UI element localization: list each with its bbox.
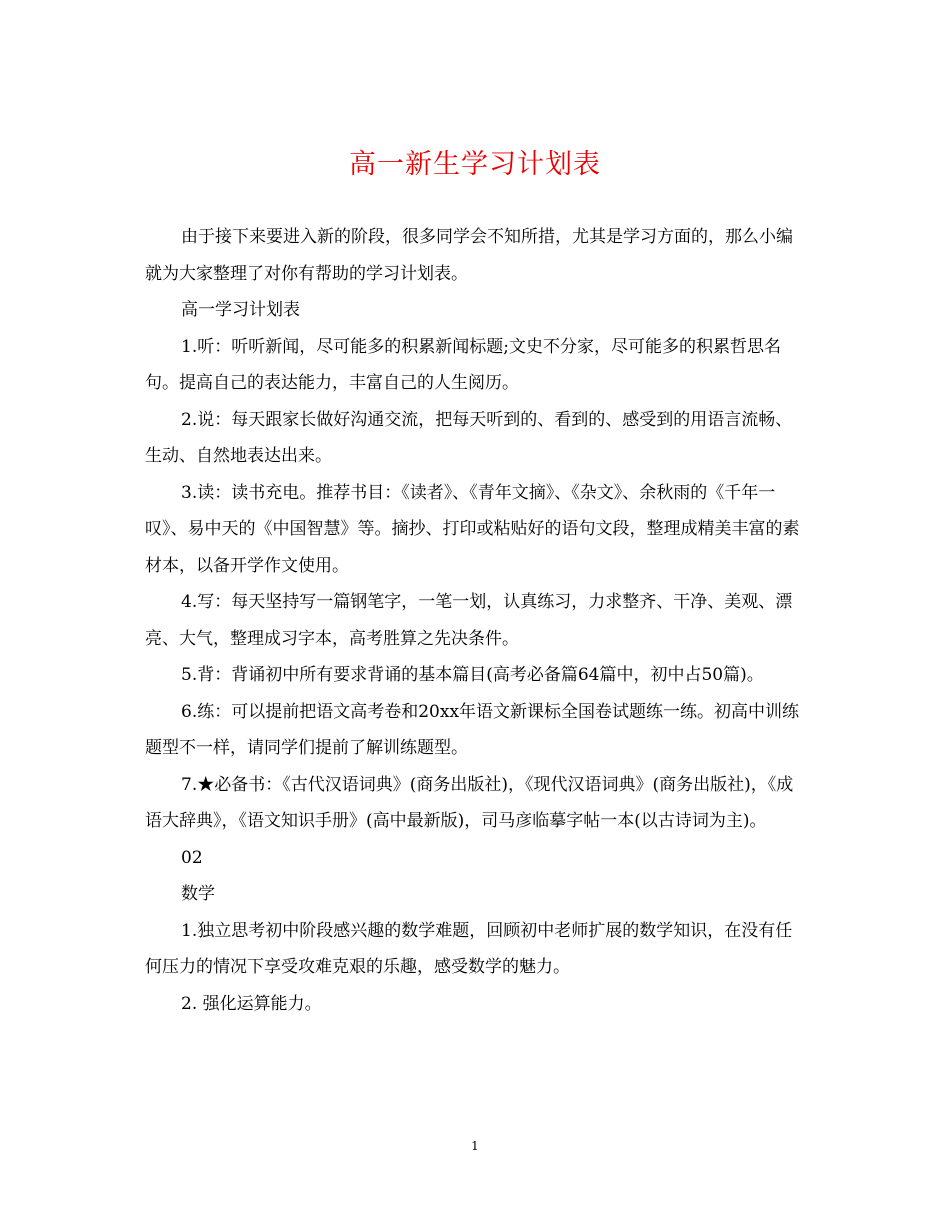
document-title: 高一新生学习计划表: [349, 149, 601, 180]
paragraph-intro: 由于接下来要进入新的阶段，很多同学会不知所措，尤其是学习方面的，那么小编就为大家整理了对你有帮助的学习计划表。: [145, 227, 793, 284]
paragraph-listen: 1.听：听听新闻，尽可能多的积累新闻标题;文史不分家，尽可能多的积累哲思名句。提高自己的表达能力，丰富自己的人生阅历。: [145, 336, 781, 393]
paragraph-read: 3.读：读书充电。推荐书目：《读者》、《青年文摘》、《杂文》、余秋雨的《千年一叹》、易中天的《中国智慧》等。摘抄、打印或粘贴好的语句文段，整理成精美丰富的素材本，以备开学作文使用。: [145, 482, 800, 576]
paragraph-math-2: 2. 强化运算能力。: [181, 993, 322, 1014]
paragraph-recite: 5.背：背诵初中所有要求背诵的基本篇目(高考必备篇64篇中，初中占50篇)。: [181, 665, 764, 685]
paragraph-speak: 2.说：每天跟家长做好沟通交流，把每天听到的、看到的、感受到的用语言流畅、生动、自然地表达出来。: [145, 409, 793, 466]
paragraph-section-heading: 高一学习计划表: [181, 300, 300, 320]
document-body: [145, 219, 805, 1022]
paragraph-practice: 6.练：可以提前把语文高考卷和20xx年语文新课标全国卷试题练一练。初高中训练题型不一样，请同学们提前了解训练题型。: [145, 701, 800, 758]
page-number: 1: [471, 1139, 479, 1153]
paragraph-math-heading: 数学: [181, 884, 215, 904]
paragraph-section-number: 02: [181, 847, 203, 868]
paragraph-math-1: 1.独立思考初中阶段感兴趣的数学难题，回顾初中老师扩展的数学知识，在没有任何压力的情况下享受攻难克艰的乐趣，感受数学的魅力。: [145, 920, 793, 977]
paragraph-write: 4.写：每天坚持写一篇钢笔字，一笔一划，认真练习，力求整齐、干净、美观、漂亮、大气，整理成习字本，高考胜算之先决条件。: [145, 592, 793, 649]
paragraph-books: 7.★必备书：《古代汉语词典》(商务出版社)，《现代汉语词典》(商务出版社)，《成语大辞典》，《语文知识手册》(高中最新版)，司马彦临摹字帖一本(以古诗词为主)。: [145, 774, 794, 831]
